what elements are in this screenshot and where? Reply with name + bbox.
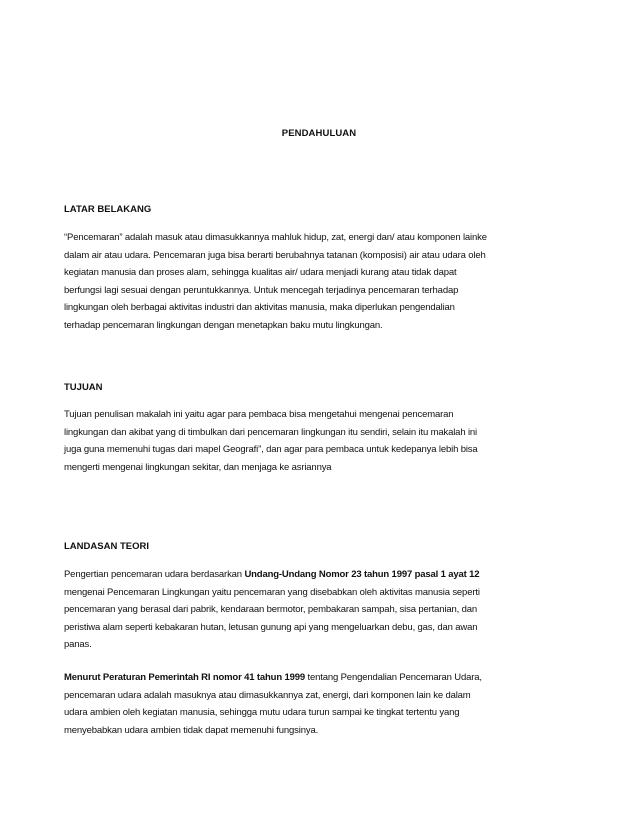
- section-heading-tujuan: TUJUAN: [64, 382, 103, 393]
- text-line: panas.: [64, 639, 92, 651]
- text-line: berfungsi lagi sesuai dengan peruntukkannya. Untuk mencegah terjadinya pencemaran terhadap: [64, 284, 459, 296]
- page-title: PENDAHULUAN: [281, 128, 357, 139]
- paragraph-landasan-teori-1: [64, 566, 574, 654]
- paragraph-latar-belakang: [64, 229, 574, 335]
- text-line: lingkungan oleh berbagai aktivitas industri dan aktivitas manusia, maka diperlukan pengendalian: [64, 302, 455, 314]
- text-run: Pengertian pencemaran udara berdasarkan: [64, 569, 245, 580]
- paragraph-landasan-teori-2: [64, 669, 574, 739]
- text-line: juga guna memenuhi tugas dari mapel Geografi”, dan agar para pembaca untuk kedepanya lebih bisa: [64, 444, 478, 456]
- paragraph-tujuan: [64, 406, 574, 476]
- text-line: “Pencemaran” adalah masuk atau dimasukkannya mahluk hidup, zat, energi dan/ atau komponen lainke: [64, 232, 487, 243]
- text-line: pencemaran yang berasal dari pabrik, kendaraan bermotor, pembakaran sampah, sisa pertanian, dan: [64, 604, 477, 616]
- text-line: [64, 566, 574, 584]
- text-line: peristiwa alam seperti kebakaran hutan, letusan gunung api yang mengeluarkan debu, gas, dan awan: [64, 621, 478, 633]
- text-line: lingkungan dan akibat yang di timbulkan dari pencemaran lingkungan itu sendiri, selain itu makalah ini: [64, 426, 477, 438]
- text-line: kegiatan manusia dan proses alam, sehingga kualitas air/ udara menjadi kurang atau tidak dapat: [64, 267, 457, 279]
- text-line: dalam air atau udara. Pencemaran juga bisa berarti berubahnya tatanan (komposisi) air atau udara oleh: [64, 249, 486, 261]
- law-reference: Undang-Undang Nomor 23 tahun 1997 pasal 1 ayat 12: [244, 569, 480, 580]
- text-line: terhadap pencemaran lingkungan dengan menetapkan baku mutu lingkungan.: [64, 319, 383, 331]
- section-heading-landasan-teori: LANDASAN TEORI: [64, 541, 149, 552]
- regulation-reference: Menurut Peraturan Pemerintah RI nomor 41 tahun 1999: [64, 672, 305, 683]
- text-line: udara ambien oleh kegiatan manusia, sehingga mutu udara turun sampai ke tingkat tertentu yang: [64, 707, 460, 719]
- text-line: [64, 669, 574, 687]
- text-line: mengenai Pencemaran Lingkungan yaitu pencemaran yang disebabkan oleh aktivitas manusia seperti: [64, 586, 480, 598]
- text-line: pencemaran udara adalah masuknya atau dimasukkannya zat, energi, dari komponen lain ke dalam: [64, 689, 471, 701]
- section-heading-latar-belakang: LATAR BELAKANG: [64, 204, 152, 215]
- text-line: menyebabkan udara ambien tidak dapat memenuhi fungsinya.: [64, 724, 319, 736]
- text-line: mengerti mengenai lingkungan sekitar, dan menjaga ke asriannya: [64, 461, 332, 473]
- text-run: tentang Pengendalian Pencemaran Udara,: [305, 672, 482, 683]
- text-line: Tujuan penulisan makalah ini yaitu agar para pembaca bisa mengetahui mengenai pencemaran: [64, 409, 454, 420]
